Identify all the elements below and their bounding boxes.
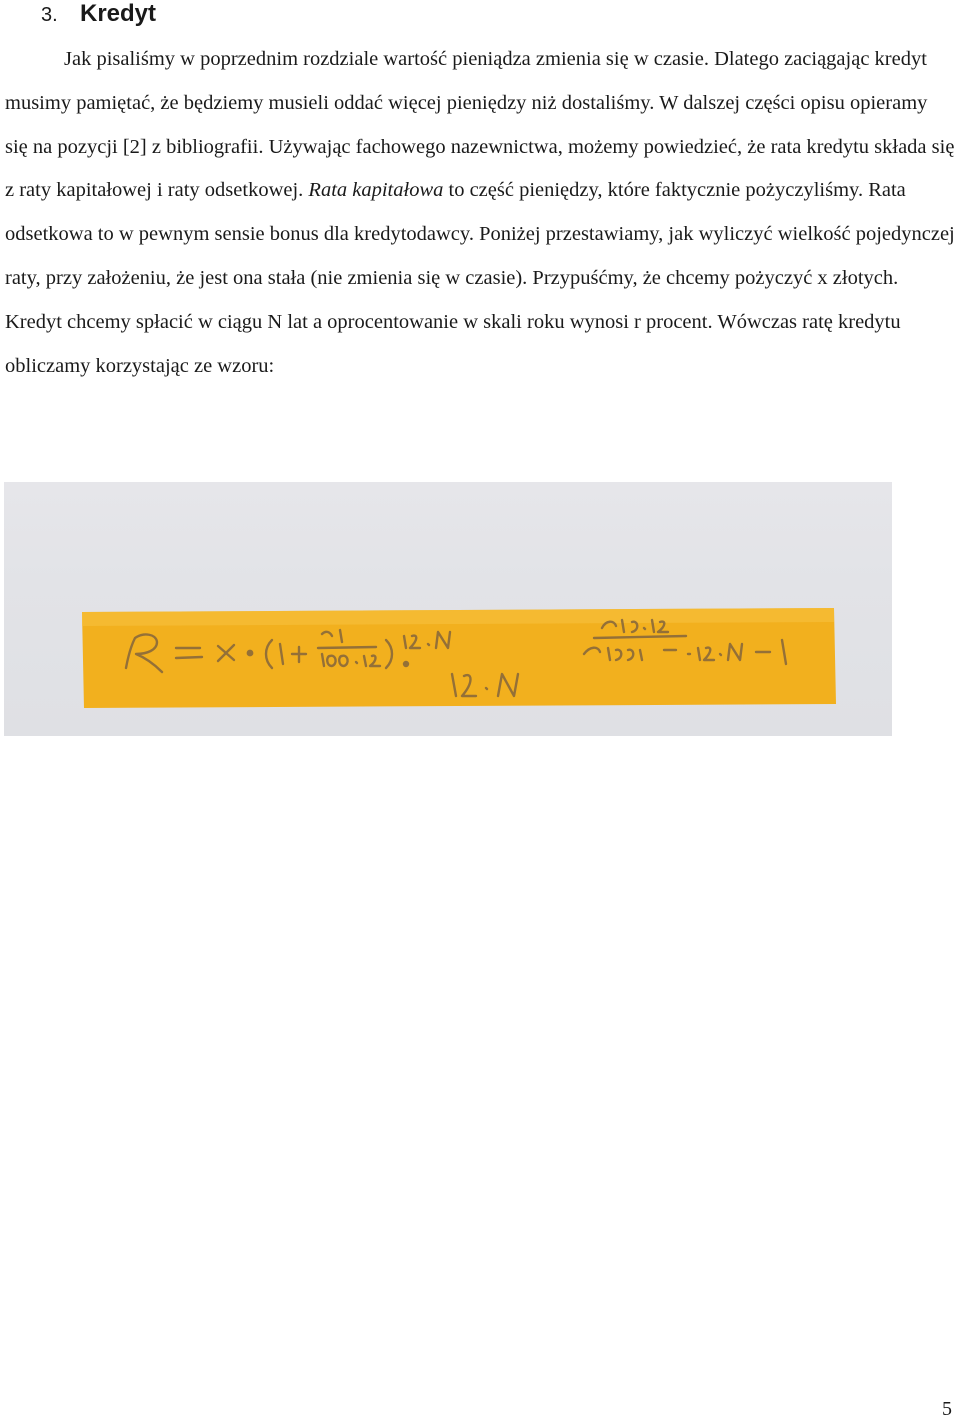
formula-photo: [4, 482, 892, 736]
section-heading: [41, 0, 156, 30]
paragraph-text-part1: Jak pisaliśmy w poprzednim rozdziale wartość pieniądza zmienia się w czasie. Dlatego zaciągając kredyt musimy pamiętać, że będziemy musieli oddać więcej pieniędzy niż dostaliśmy. W dalszej części opisu opieramy się na pozycji [2] z bibliografii. Używając fachowego nazewnictwa, możemy powiedzieć, że rata kredytu składa się z raty kapitałowej i raty odsetkowej.: [5, 48, 955, 202]
formula-photo-drawing: [4, 482, 892, 736]
body-paragraph: [5, 38, 955, 388]
section-title: Kredyt: [80, 0, 157, 27]
paragraph-text-part2: to część pieniędzy, które faktycznie pożyczyliśmy. Rata odsetkowa to w pewnym sensie bonus dla kredytodawcy. Poniżej przestawiamy, jak wyliczyć wielkość pojedynczej raty, przy założeniu, że jest ona stała (nie zmienia się w czasie). Przypuśćmy, że chcemy pożyczyć x złotych. Kredyt chcemy spłacić w ciągu N lat a oprocentowanie w skali roku wynosi r procent. Wówczas ratę kredytu obliczamy korzystając ze wzoru:: [5, 179, 955, 377]
page-number: 5: [942, 1398, 952, 1420]
section-number: 3.: [41, 4, 58, 26]
italic-term-rata-kapitalowa: Rata kapitałowa: [308, 179, 444, 202]
